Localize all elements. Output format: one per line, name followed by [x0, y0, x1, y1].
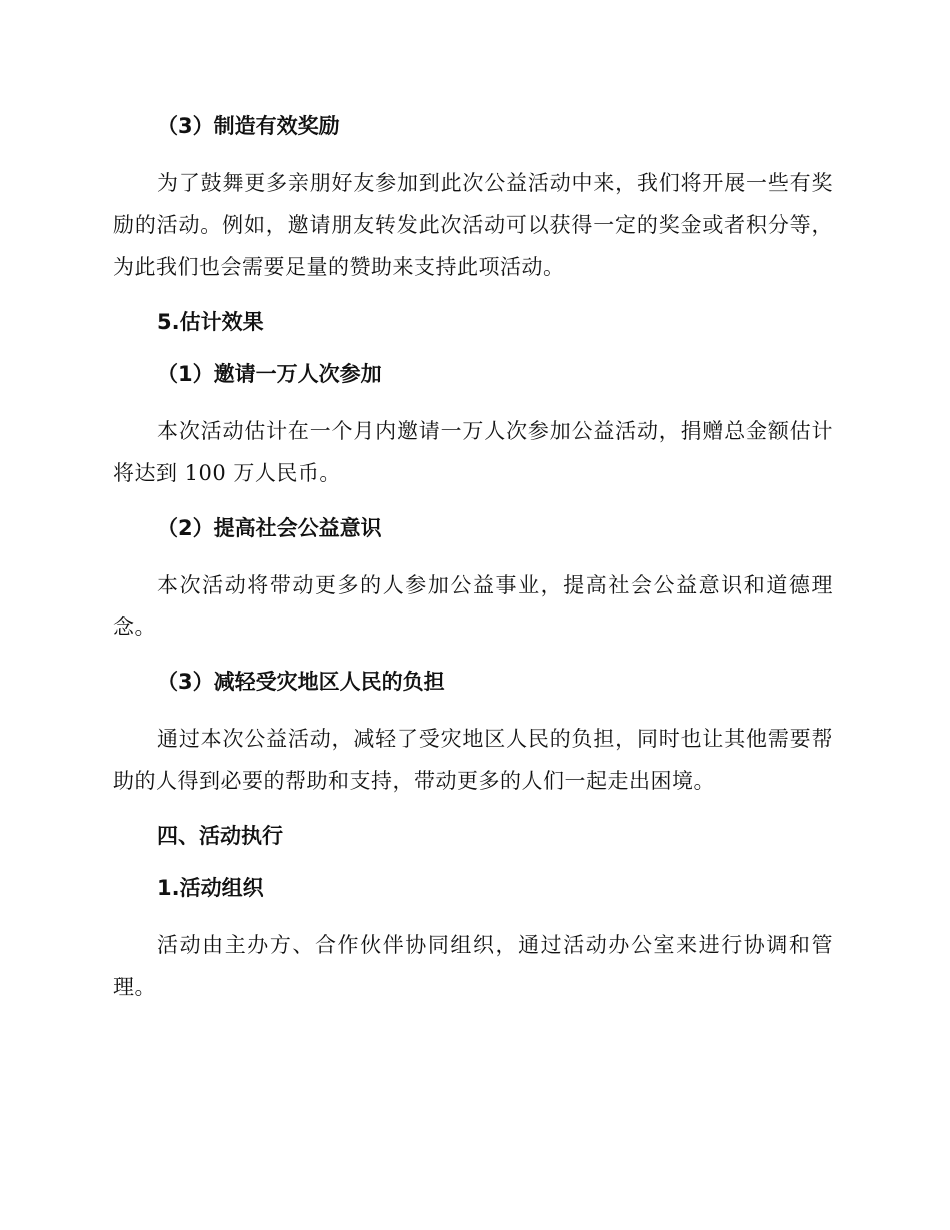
document-body: [113, 110, 833, 1008]
heading-activity-execution: 四、活动执行: [157, 824, 283, 848]
paragraph-organization: 活动由主办方、合作伙伴协同组织，通过活动办公室来进行协调和管理。: [113, 933, 833, 999]
heading-create-effective-rewards: （3）制造有效奖励: [157, 114, 340, 138]
heading-raise-awareness: （2）提高社会公益意识: [157, 516, 382, 540]
heading-estimated-effect: 5.估计效果: [157, 310, 264, 334]
paragraph-rewards: 为了鼓舞更多亲朋好友参加到此次公益活动中来，我们将开展一些有奖励的活动。例如，邀请朋友转发此次活动可以获得一定的奖金或者积分等，为此我们也会需要足量的赞助来支持此项活动。: [113, 171, 833, 279]
heading-activity-organization: 1.活动组织: [157, 876, 264, 900]
paragraph-burden: 通过本次公益活动，减轻了受灾地区人民的负担，同时也让其他需要帮助的人得到必要的帮助和支持，带动更多的人们一起走出困境。: [113, 727, 833, 793]
paragraph-awareness: 本次活动将带动更多的人参加公益事业，提高社会公益意识和道德理念。: [113, 573, 833, 639]
paragraph-participants: 本次活动估计在一个月内邀请一万人次参加公益活动，捐赠总金额估计将达到 100 万人民币。: [113, 419, 833, 485]
heading-reduce-burden: （3）减轻受灾地区人民的负担: [157, 670, 445, 694]
heading-invite-participants: （1）邀请一万人次参加: [157, 362, 382, 386]
